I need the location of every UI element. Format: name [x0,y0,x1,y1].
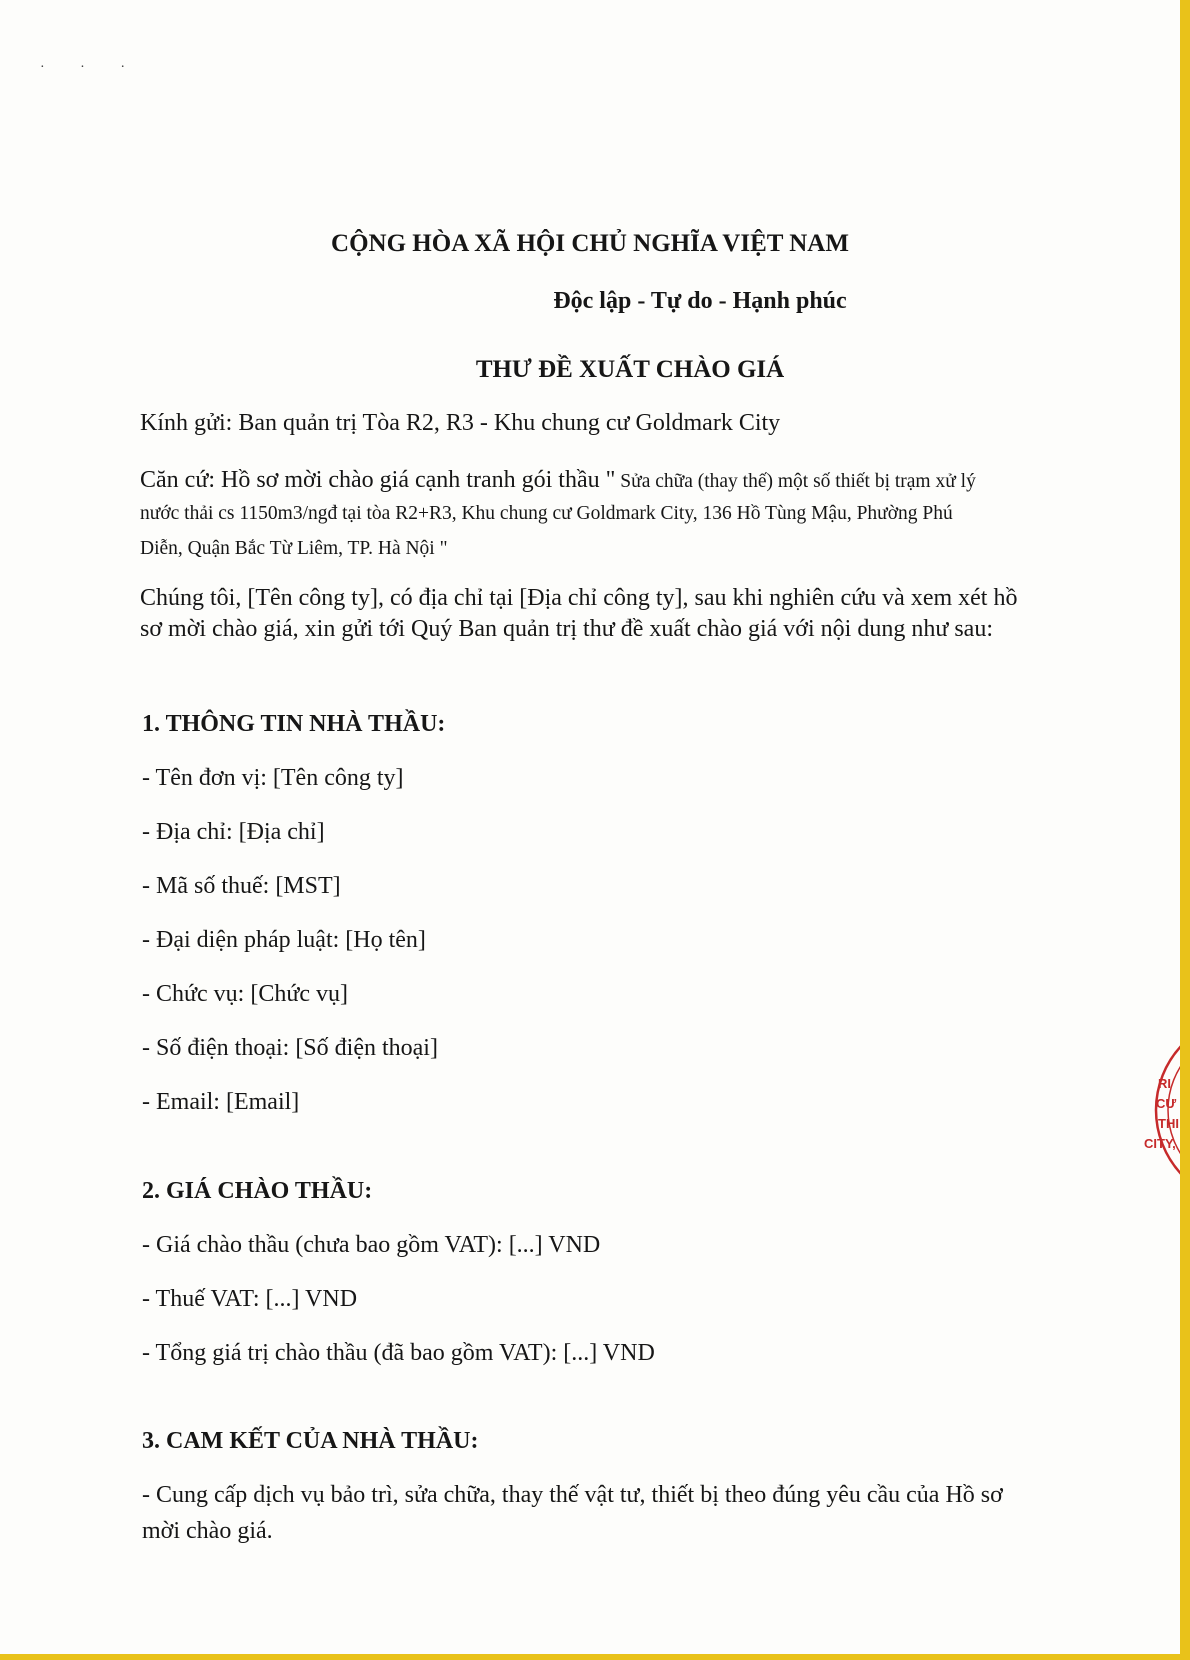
stamp-text-4: CITY, [1144,1136,1176,1151]
total-price-item: - Tổng giá trị chào thầu (đã bao gồm VAT): [...] VND [142,1340,655,1366]
document-title: THƯ ĐỀ XUẤT CHÀO GIÁ [475,356,785,383]
statement-line-1: Chúng tôi, [Tên công ty], có địa chỉ tại [Địa chỉ công ty], sau khi nghiên cứu và xem xét hồ [140,585,1018,611]
commitment-line-1: - Cung cấp dịch vụ bảo trì, sửa chữa, thay thế vật tư, thiết bị theo đúng yêu cầu của Hồ sơ [142,1482,1003,1508]
legal-representative-item: - Đại diện pháp luật: [Họ tên] [142,927,426,953]
section-1-heading: 1. THÔNG TIN NHÀ THẦU: [142,711,446,737]
recipient-line: Kính gửi: Ban quản trị Tòa R2, R3 - Khu chung cư Goldmark City [140,410,781,436]
commitment-line-2: mời chào giá. [142,1518,273,1544]
motto: Độc lập - Tự do - Hạnh phúc [553,288,847,314]
statement-line-2: sơ mời chào giá, xin gửi tới Quý Ban quản trị thư đề xuất chào giá với nội dung như sau: [140,616,993,642]
scan-specks: · · · [40,60,141,75]
nation-heading: CỘNG HÒA XÃ HỘI CHỦ NGHĨA VIỆT NAM [331,230,849,257]
contractor-name-item: - Tên đơn vị: [Tên công ty] [142,765,404,791]
basis-line-3: Diễn, Quận Bắc Từ Liêm, TP. Hà Nội " [140,538,448,559]
section-2-heading: 2. GIÁ CHÀO THẦU: [142,1178,373,1204]
email-item: - Email: [Email] [142,1089,300,1115]
phone-item: - Số điện thoại: [Số điện thoại] [142,1035,438,1061]
section-3-heading: 3. CAM KẾT CỦA NHÀ THẦU: [142,1428,479,1454]
basis-line-1 [140,467,976,494]
tax-code-item: - Mã số thuế: [MST] [142,873,341,899]
basis-line-2: nước thải cs 1150m3/ngđ tại tòa R2+R3, Khu chung cư Goldmark City, 136 Hồ Tùng Mậu, Phường Phú [140,503,953,524]
stamp-text-3: THI [1158,1116,1179,1131]
vat-item: - Thuế VAT: [...] VND [142,1286,358,1312]
red-stamp-seal [1140,1010,1180,1210]
position-item: - Chức vụ: [Chức vụ] [142,981,348,1007]
stamp-text-2: CƯ [1156,1096,1177,1111]
price-before-vat-item: - Giá chào thầu (chưa bao gồm VAT): [...] VND [142,1232,601,1258]
basis-prefix: Căn cứ: Hồ sơ mời chào giá cạnh tranh gói thầu " [140,467,616,493]
stamp-text-1: RI [1158,1076,1171,1091]
contractor-address-item: - Địa chỉ: [Địa chỉ] [142,819,325,845]
basis-line-1-rest: Sửa chữa (thay thế) một số thiết bị trạm xử lý [615,471,976,492]
